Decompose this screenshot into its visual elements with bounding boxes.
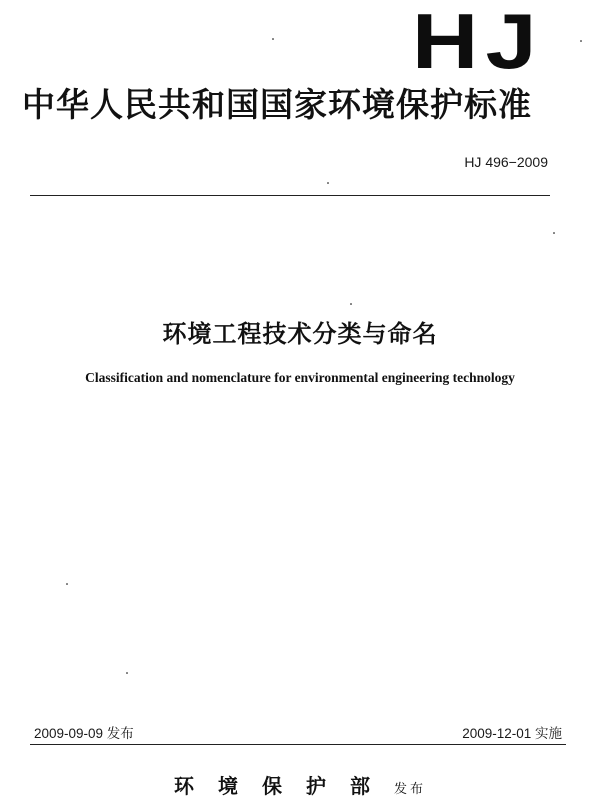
document-title-english: Classification and nomenclature for environmental engineering technology [85, 370, 515, 385]
issue-date: 2009-09-09 发布 [34, 726, 134, 741]
scan-speck [580, 40, 582, 42]
document-title-chinese: 环境工程技术分类与命名 [162, 320, 438, 348]
top-divider [30, 195, 550, 196]
implementation-date: 2009-12-01 实施 [462, 726, 562, 741]
scan-speck [327, 182, 329, 184]
standard-title: 中华人民共和国国家环境保护标准 [22, 85, 532, 124]
publisher-suffix: 发布 [393, 782, 426, 797]
bottom-divider [30, 744, 566, 745]
scan-speck [66, 583, 68, 585]
scan-speck [350, 303, 352, 305]
scan-speck [126, 672, 128, 674]
scan-speck [272, 38, 274, 40]
publisher-name: 环境保护部 [173, 774, 394, 798]
publisher-line [0, 770, 600, 799]
scan-speck [553, 232, 555, 234]
hj-logo: HJ [412, 0, 544, 85]
standard-code: HJ 496−2009 [464, 154, 548, 170]
